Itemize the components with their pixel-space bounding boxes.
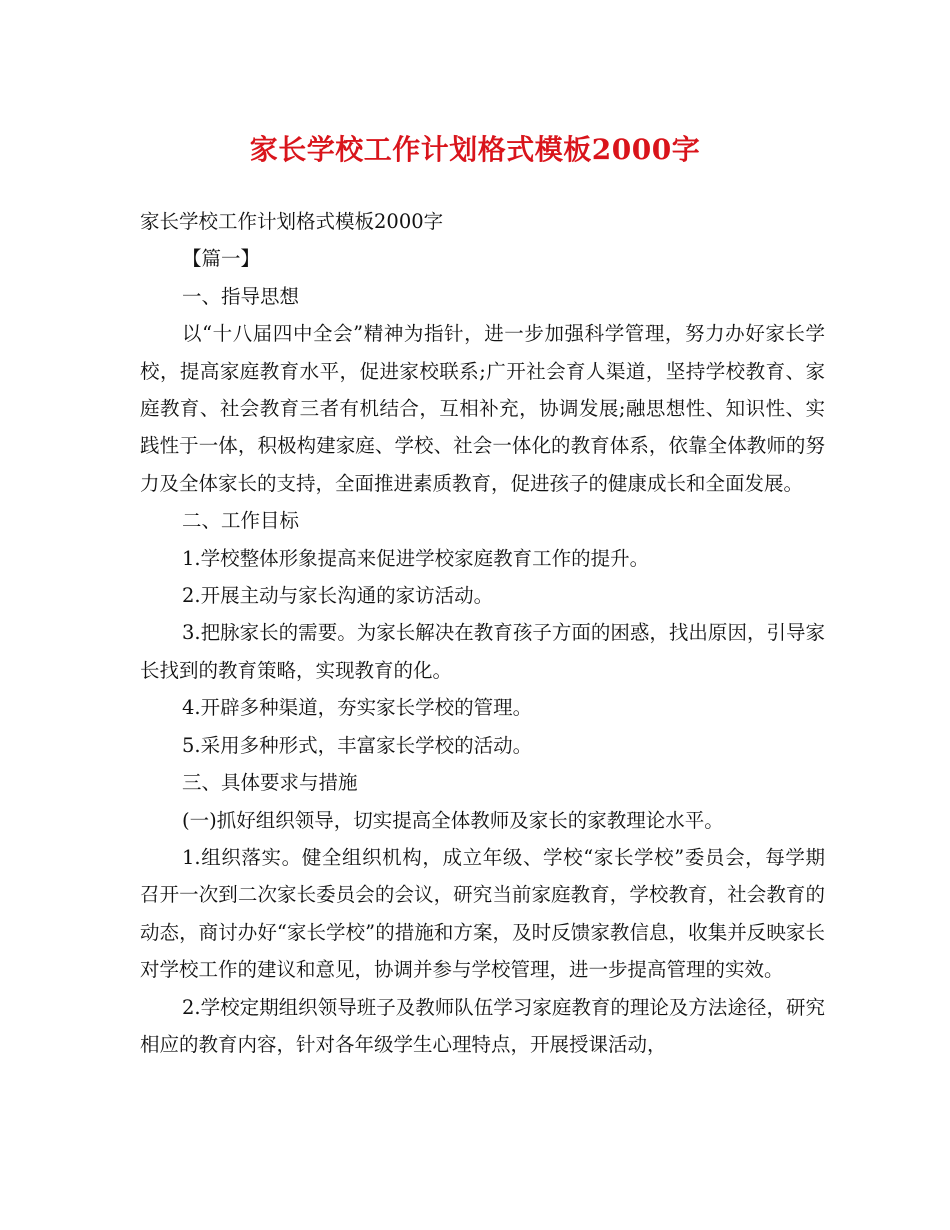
- paragraph: 三、具体要求与措施: [182, 771, 358, 795]
- paragraph: 3.把脉家长的需要。为家长解决在教育孩子方面的困惑，找出原因，引导家长找到的教育策略，实现教育的化。: [140, 621, 825, 682]
- paragraph: 家长学校工作计划格式模板2000字: [140, 210, 444, 233]
- paragraph: 1.组织落实。健全组织机构，成立年级、学校“家长学校”委员会，每学期召开一次到二次家长委员会的会议，研究当前家庭教育，学校教育，社会教育的动态，商讨办好“家长学校”的措施和方案，及时反馈家教信息，收集并反映家长对学校工作的建议和意见，协调并参与学校管理，进一步提高管理的实效。: [140, 845, 825, 982]
- paragraph: 二、工作目标: [182, 509, 300, 533]
- paragraph: 一、指导思想: [182, 284, 300, 308]
- paragraph: 4.开辟多种渠道，夯实家长学校的管理。: [182, 696, 533, 720]
- paragraph: 1.学校整体形象提高来促进学校家庭教育工作的提升。: [182, 546, 650, 570]
- paragraph: 2.开展主动与家长沟通的家访活动。: [182, 584, 494, 608]
- document-title: 家长学校工作计划格式模板2000字: [249, 133, 701, 166]
- paragraph: 以“十八届四中全会”精神为指针，进一步加强科学管理，努力办好家长学校，提高家庭教育水平，促进家校联系;广开社会育人渠道，坚持学校教育、家庭教育、社会教育三者有机结合，互相补充，协调发展;融思想性、知识性、实践性于一体，积极构建家庭、学校、社会一体化的教育体系，依靠全体教师的努力及全体家长的支持，全面推进素质教育，促进孩子的健康成长和全面发展。: [140, 322, 825, 495]
- paragraph: 【篇一】: [182, 247, 261, 271]
- document-body: [140, 203, 825, 1063]
- paragraph: 5.采用多种形式，丰富家长学校的活动。: [182, 733, 533, 757]
- paragraph: (一)抓好组织领导，切实提高全体教师及家长的家教理论水平。: [182, 808, 724, 832]
- paragraph: 2.学校定期组织领导班子及教师队伍学习家庭教育的理论及方法途径，研究相应的教育内容，针对各年级学生心理特点，开展授课活动，: [140, 995, 825, 1056]
